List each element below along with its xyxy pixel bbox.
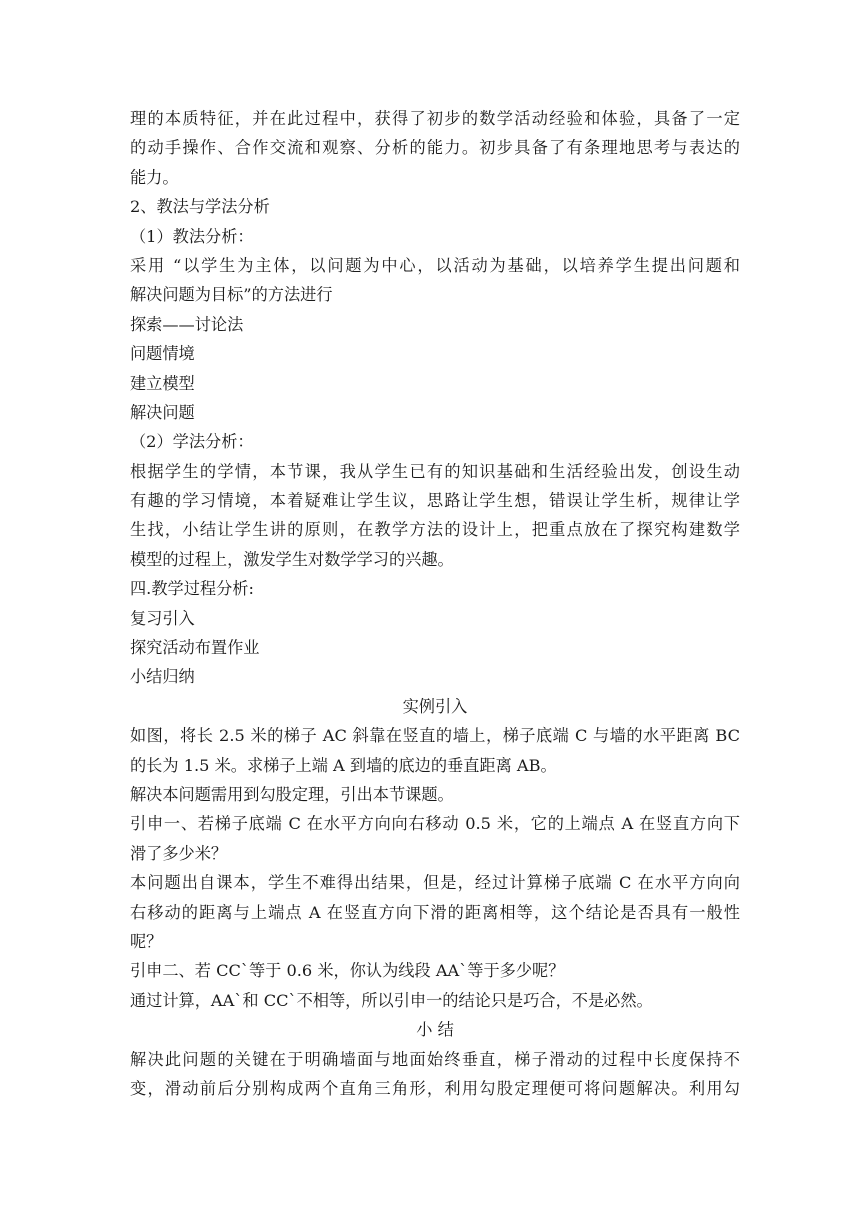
text-line: 解决问题	[130, 402, 195, 422]
text-line: 根据学生的学情，本节课，我从学生已有的知识基础和生活经验出发，创设生动	[130, 461, 740, 481]
text-line: 解决本问题需用到勾股定理，引出本节课题。	[130, 784, 454, 804]
text-line: 右移动的距离与上端点 A 在竖直方向下滑的距离相等，这个结论是否具有一般性	[130, 902, 740, 922]
text-line: 本问题出自课本，学生不难得出结果，但是，经过计算梯子底端 C 在水平方向向	[130, 873, 740, 893]
text-line: 如图，将长 2.5 米的梯子 AC 斜靠在竖直的墙上，梯子底端 C 与墙的水平距离 BC	[130, 726, 740, 746]
text-line: 探索——讨论法	[130, 314, 244, 334]
text-line: 能力。	[130, 167, 179, 187]
text-line: 引申二、若 CC`等于 0.6 米，你认为线段 AA`等于多少呢？	[130, 961, 565, 981]
text-line: 解决问题为目标”的方法进行	[130, 285, 333, 305]
section-heading: 实例引入	[402, 696, 468, 716]
text-line: 的长为 1.5 米。求梯子上端 A 到墙的底边的垂直距离 AB。	[130, 755, 557, 775]
text-line: 引申一、若梯子底端 C 在水平方向向右移动 0.5 米，它的上端点 A 在竖直方向下	[130, 814, 740, 834]
text-line: 通过计算，AA`和 CC`不相等，所以引申一的结论只是巧合，不是必然。	[130, 990, 653, 1010]
text-line: （2）学法分析：	[130, 432, 254, 452]
text-line: 生找，小结让学生讲的原则，在教学方法的设计上，把重点放在了探究构建数学	[130, 520, 740, 540]
text-line: 模型的过程上，激发学生对数学学习的兴趣。	[130, 549, 454, 569]
text-line: （1）教法分析：	[130, 226, 254, 246]
text-line: 有趣的学习情境，本着疑难让学生议，思路让学生想，错误让学生析，规律让学	[130, 491, 740, 511]
text-line: 解决此问题的关键在于明确墙面与地面始终垂直，梯子滑动的过程中长度保持不	[130, 1049, 740, 1069]
text-line: 问题情境	[130, 344, 195, 364]
section-heading: 小 结	[416, 1020, 454, 1040]
text-line: 探究活动布置作业	[130, 638, 260, 658]
text-line: 的动手操作、合作交流和观察、分析的能力。初步具备了有条理地思考与表达的	[130, 138, 740, 158]
text-line: 2、教法与学法分析	[130, 197, 270, 217]
text-line: 采用 “以学生为主体，以问题为中心，以活动为基础，以培养学生提出问题和	[130, 255, 740, 275]
text-line: 变，滑动前后分别构成两个直角三角形，利用勾股定理便可将问题解决。利用勾	[130, 1078, 740, 1098]
text-line: 理的本质特征，并在此过程中，获得了初步的数学活动经验和体验，具备了一定	[130, 109, 740, 128]
text-line: 小结归纳	[130, 667, 195, 687]
text-line: 建立模型	[130, 373, 195, 393]
text-line: 复习引入	[130, 608, 195, 628]
text-line: 四.教学过程分析:	[130, 579, 254, 599]
text-line: 呢？	[130, 931, 163, 951]
document-page	[130, 104, 740, 1103]
text-line: 滑了多少米？	[130, 843, 228, 863]
